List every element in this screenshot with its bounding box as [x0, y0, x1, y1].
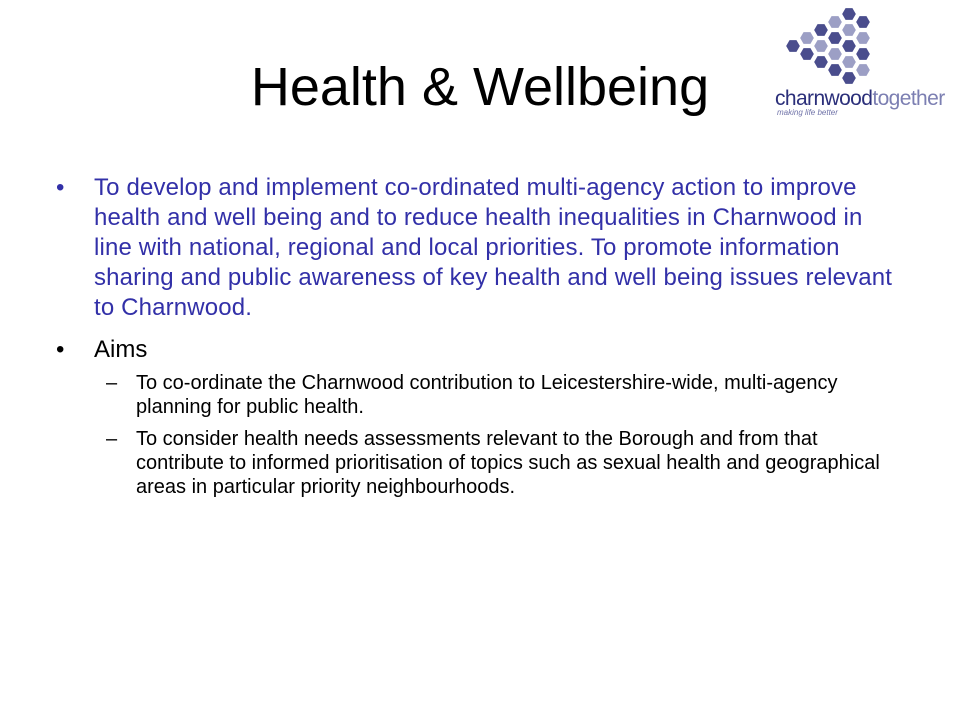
logo-hexagon [856, 48, 871, 61]
bullet-aims [56, 335, 906, 365]
bullet-marker: • [56, 174, 65, 201]
logo-hexagon [814, 24, 829, 37]
logo-hexagon [814, 40, 829, 53]
bullet-marker: • [56, 336, 65, 363]
logo-hexagon [842, 8, 857, 21]
aims-sub-item-2 [56, 427, 906, 499]
aims-sub-item-1-text: To co-ordinate the Charnwood contribution to Leicestershire-wide, multi-agency planning for public health. [136, 372, 838, 418]
bullet-aims-text: Aims [94, 336, 148, 363]
charnwood-together-logo [765, 0, 960, 125]
logo-hexagon [814, 56, 829, 69]
logo-hexagon [842, 72, 857, 85]
logo-wordmark-together: together [872, 87, 945, 110]
hexagon-cluster-icon [771, 4, 881, 90]
aims-sub-item-1 [56, 371, 906, 419]
logo-hexagon [828, 48, 843, 61]
slide-body [56, 173, 906, 499]
logo-hexagon [800, 48, 815, 61]
logo-hexagon [828, 32, 843, 45]
aims-sub-item-2-text: To consider health needs assessments relevant to the Borough and from that contribute to informed prioritisation of topics such as sexual health and geographical areas in particular priority neighbourhoods. [136, 428, 880, 498]
dash-marker: – [106, 428, 118, 450]
bullet-purpose [56, 173, 906, 323]
logo-hexagon [856, 32, 871, 45]
logo-hexagon [828, 16, 843, 29]
bullet-purpose-text: To develop and implement co-ordinated multi-agency action to improve health and well being and to reduce health inequalities in Charnwood in line with national, regional and local priorities. To promote information sharing and public awareness of key health and well being issues relevant to Charnwood. [94, 174, 893, 321]
slide-title: Health & Wellbeing [250, 57, 710, 117]
logo-hexagon [842, 40, 857, 53]
logo-hexagon [842, 24, 857, 37]
logo-hexagon [800, 32, 815, 45]
logo-hexagon [842, 56, 857, 69]
logo-tagline: making life better [777, 108, 838, 117]
logo-wordmark [775, 88, 945, 109]
dash-marker: – [106, 372, 118, 394]
logo-wordmark-charnwood: charnwood [775, 87, 873, 110]
logo-hexagon [856, 64, 871, 77]
logo-hexagon [786, 40, 801, 53]
logo-hexagon [828, 64, 843, 77]
logo-hexagon [856, 16, 871, 29]
